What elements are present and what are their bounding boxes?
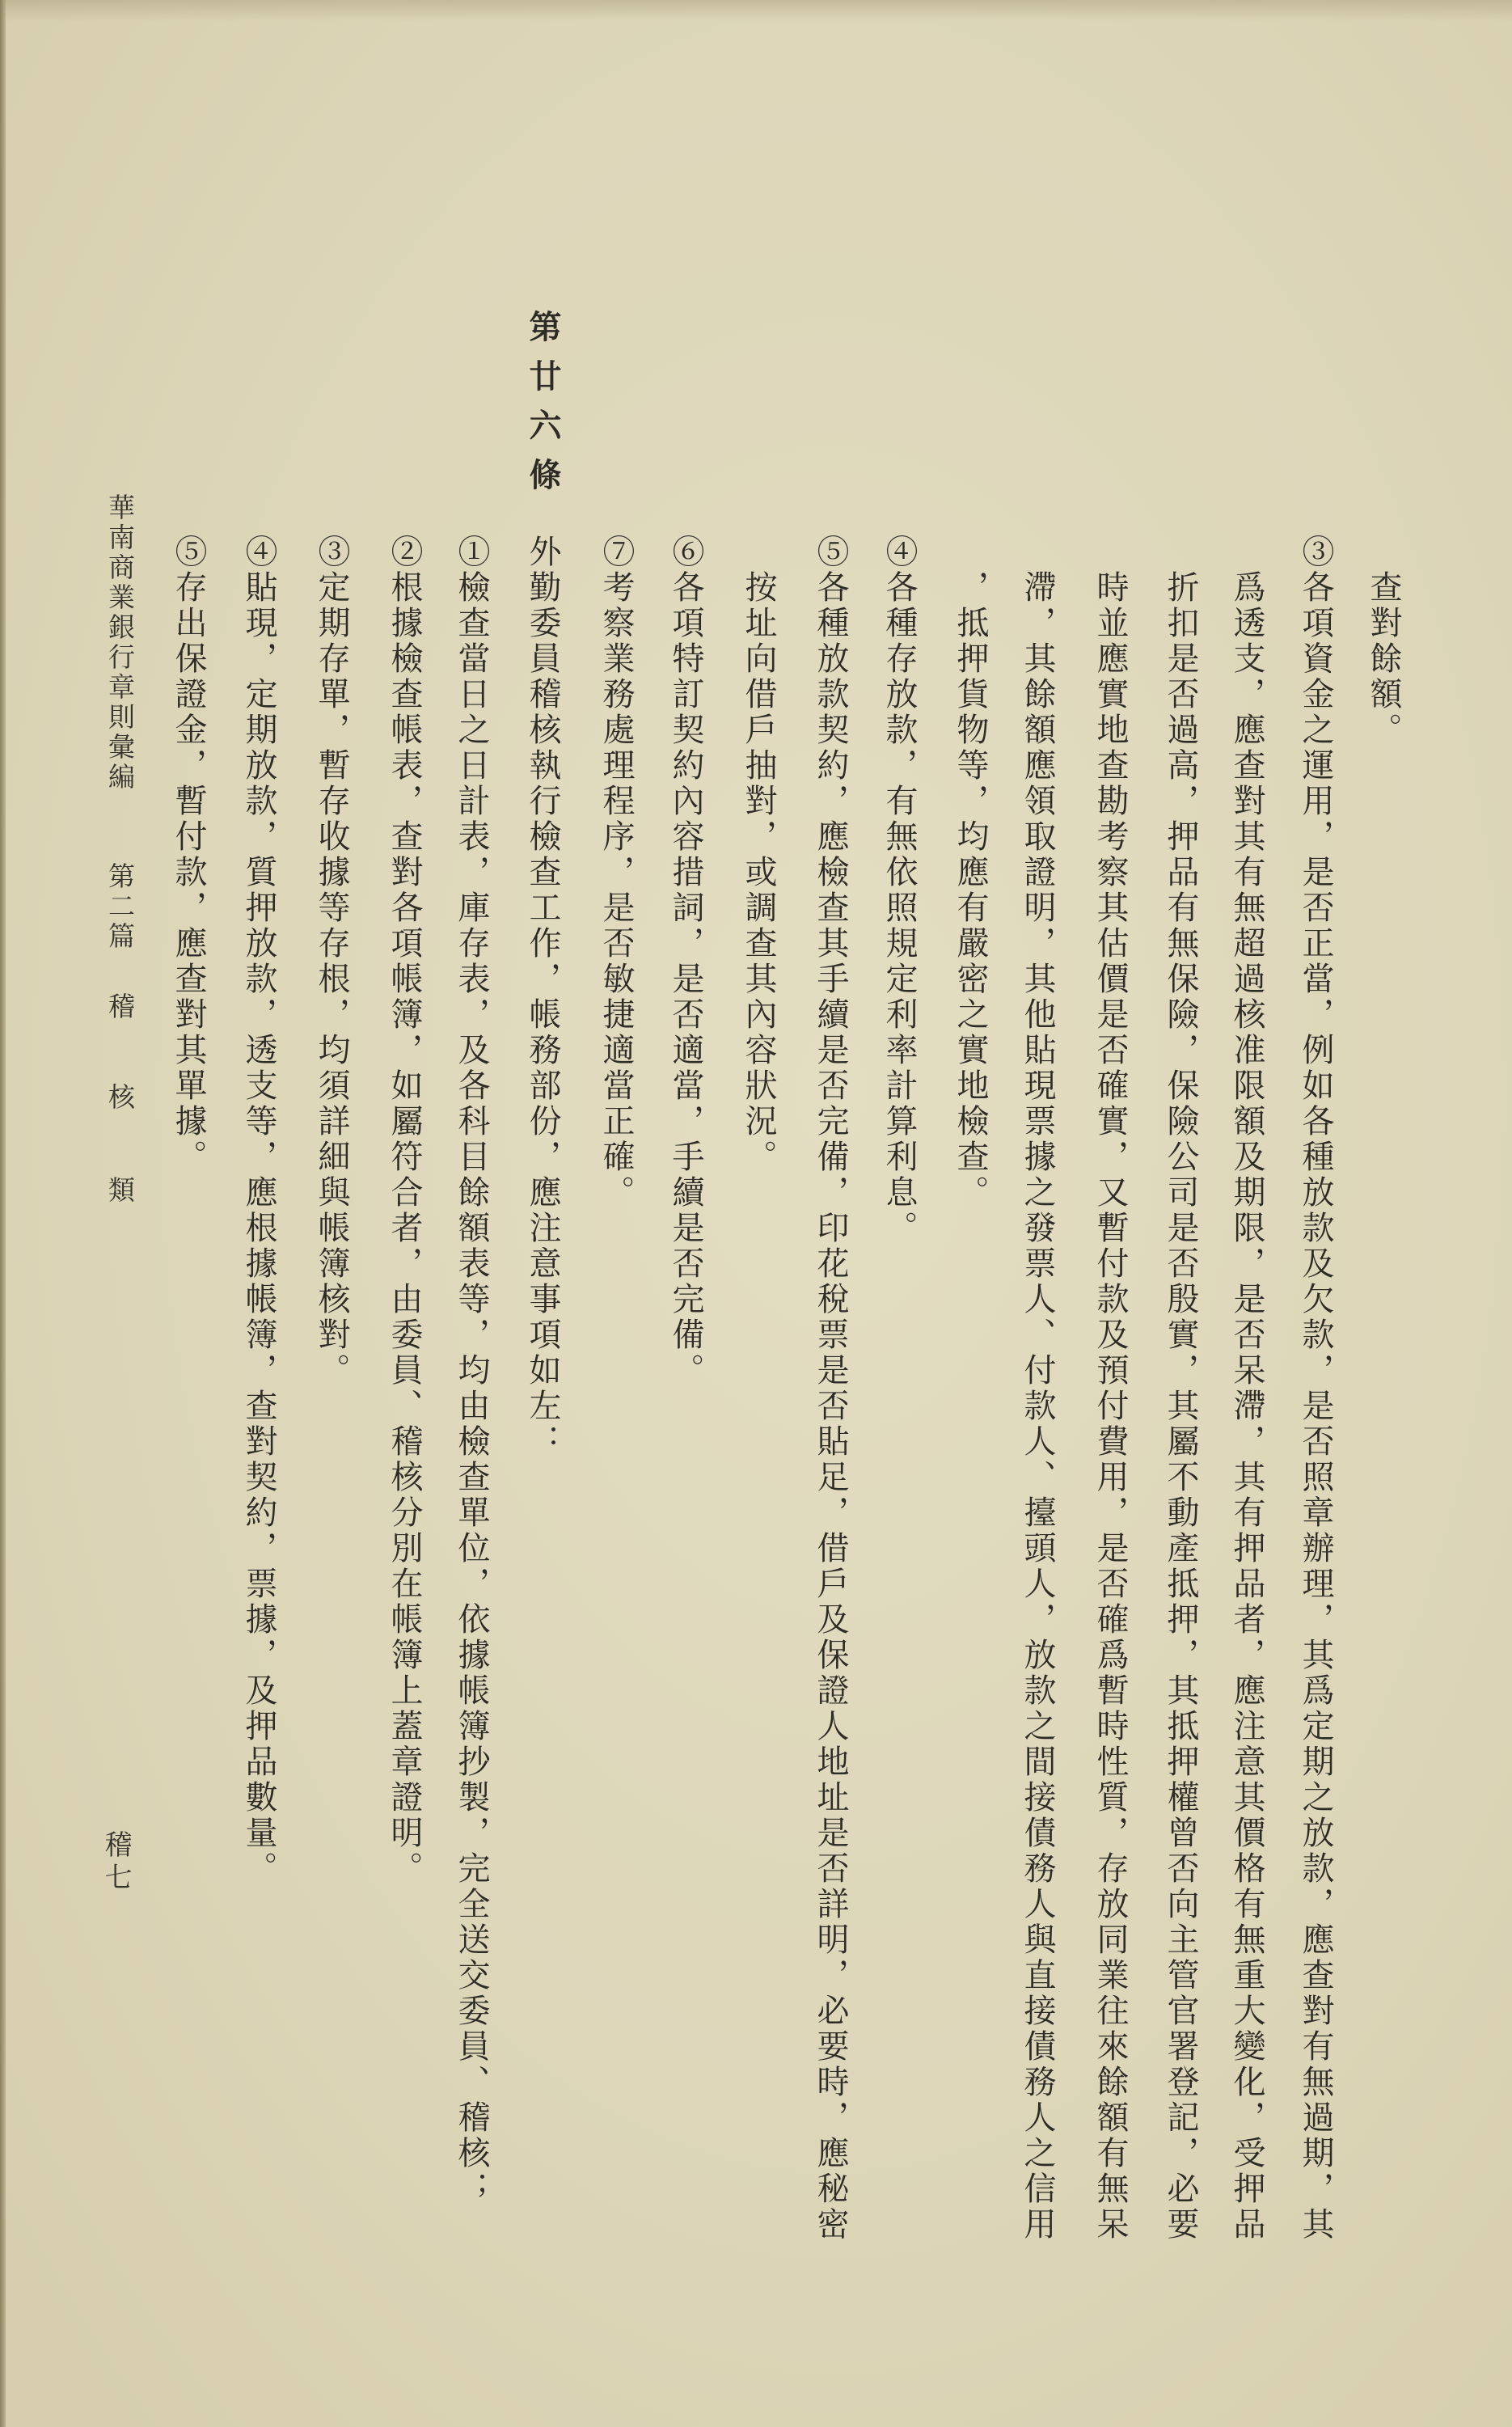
footer-category-char-2: 核 [104, 1083, 133, 1113]
footer-category-char-1: 稽 [104, 992, 133, 1022]
article-item-2: ②根據檢查帳表，查對各項帳簿，如屬符合者，由委員、稽核分別在帳簿上蓋章證明。 [386, 535, 423, 1887]
item-6-line-1: ⑥各項特訂契約內容措詞，是否適當，手續是否完備。 [668, 535, 704, 1389]
page-top-shadow [0, 0, 1512, 21]
article-item-1: ①檢查當日之日計表，庫存表，及各科目餘額表等，均由檢查單位，依據帳簿抄製，完全送交委員、稽核； [454, 535, 490, 2207]
footer-book-title: 華南商業銀行章則彙編 [104, 493, 133, 793]
item-3-line-2: 爲透支，應查對其有無超過核准限額及期限，是否呆滯，其有押品者，應注意其價格有無重大變化，受押品 [1229, 570, 1265, 2243]
page-number: 稽七 [100, 1830, 130, 1895]
article-intro: 外勤委員稽核執行檢查工作，帳務部份，應注意事項如左： [525, 535, 561, 1460]
article-item-3: ③定期存單，暫存收據等存根，均須詳細與帳簿核對。 [314, 535, 350, 1389]
page-binding-edge [0, 0, 6, 2427]
item-5-line-2: 按址向借戶抽對，或調查其內容狀況。 [741, 570, 777, 1175]
item-3-line-3: 折扣是否過高，押品有無保險，保險公司是否殷實，其屬不動產抵押，其抵押權曾否向主管官署登記，必要 [1163, 570, 1199, 2243]
item-4-line-1: ④各種存放款，有無依照規定利率計算利息。 [881, 535, 918, 1246]
item-3-line-1: ③各項資金之運用，是否正當，例如各種放款及欠款，是否照章辦理，其爲定期之放款，應查對有無過期，其 [1298, 535, 1334, 2243]
article-heading: 第廿六條 [525, 310, 561, 507]
item-3-line-4: 時並應實地查勘考察其估價是否確實，又暫付款及預付費用，是否確爲暫時性質，存放同業往來餘額有無呆 [1092, 570, 1129, 2243]
article-item-4: ④貼現，定期放款，質押放款，透支等，應根據帳簿，查對契約，票據，及押品數量。 [241, 535, 277, 1887]
item-5-line-1: ⑤各種放款契約，應檢查其手續是否完備，印花稅票是否貼足，借戶及保證人地址是否詳明，必要時，應秘密 [813, 535, 849, 2243]
item-3-line-5: 滯，其餘額應領取證明，其他貼現票據之發票人、付款人、擡頭人，放款之間接債務人與直接債務人之信用 [1020, 570, 1056, 2243]
text-line-carryover: 查對餘額。 [1366, 570, 1402, 748]
item-3-line-6: ，抵押貨物等，均應有嚴密之實地檢查。 [952, 570, 989, 1211]
item-7-line-1: ⑦考察業務處理程序，是否敏捷適當正確。 [598, 535, 635, 1211]
footer-part: 第二篇 [104, 862, 133, 952]
article-item-5: ⑤存出保證金，暫付款，應查對其單據。 [171, 535, 207, 1175]
footer-category-char-3: 類 [104, 1176, 133, 1206]
